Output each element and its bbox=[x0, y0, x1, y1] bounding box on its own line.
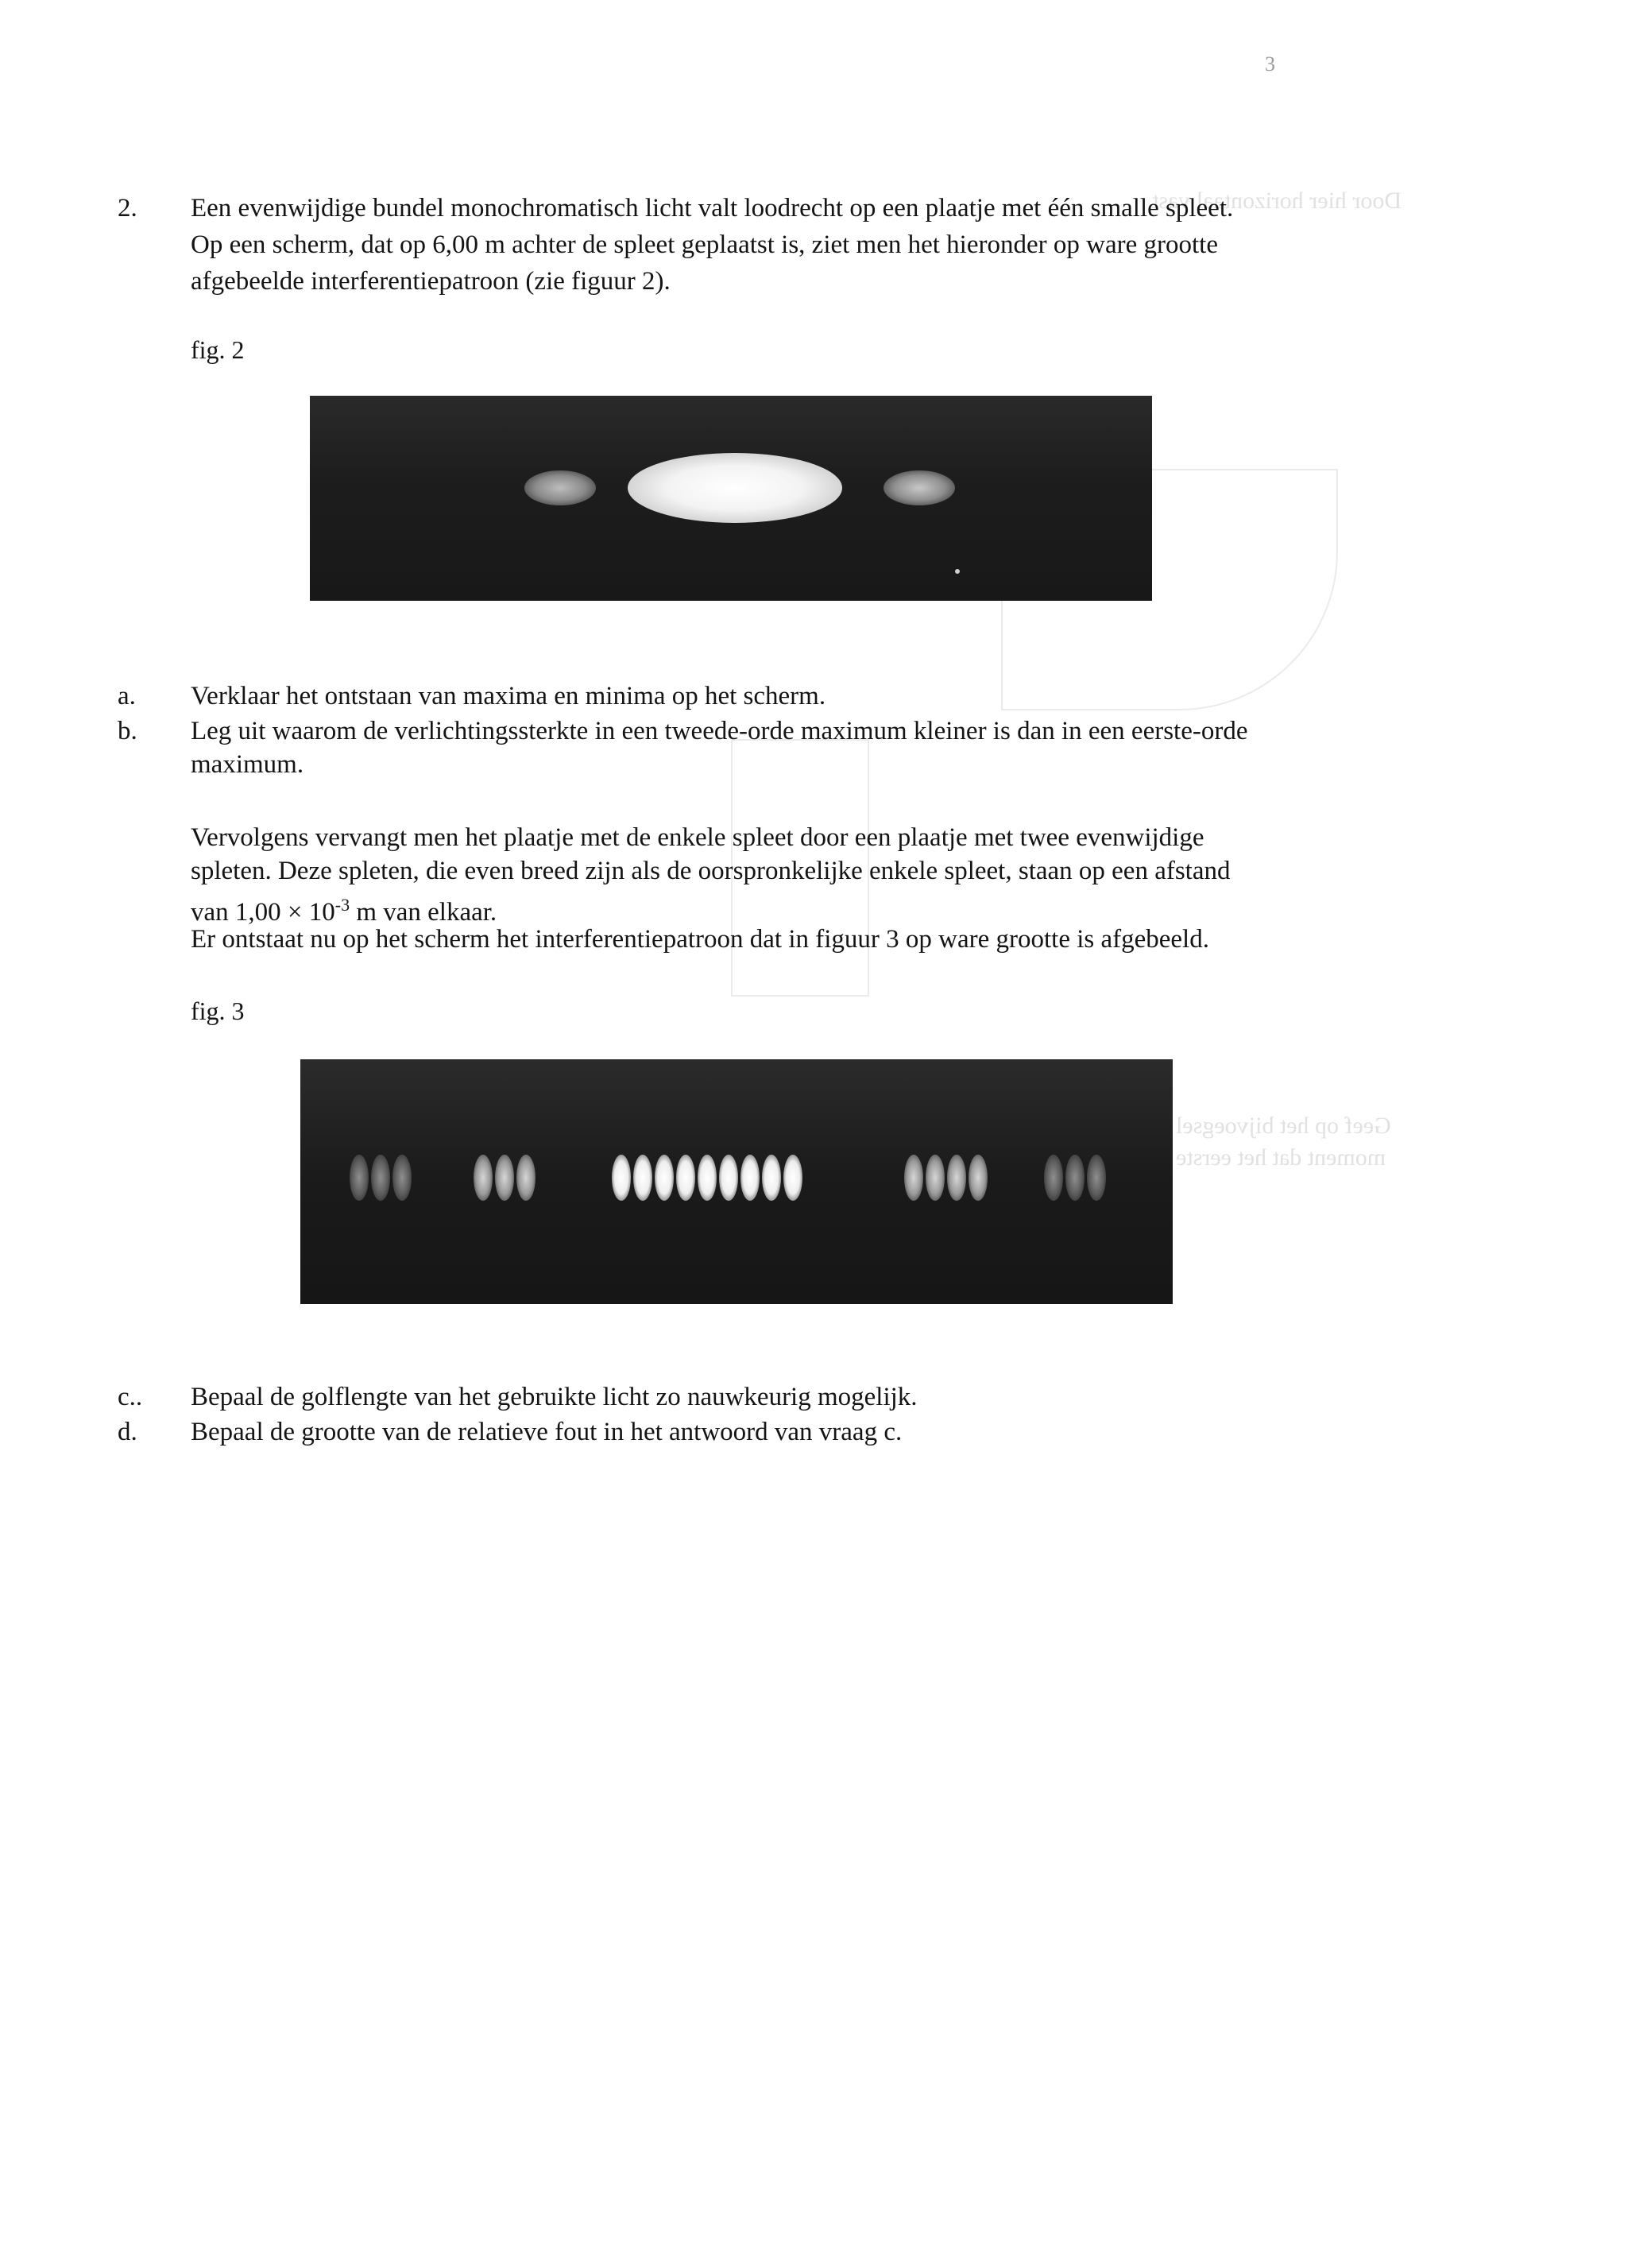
intro-line: Op een scherm, dat op 6,00 m achter de spleet geplaatst is, ziet men het hieronder op ware grootte bbox=[191, 230, 1218, 259]
interference-fringe bbox=[655, 1155, 674, 1201]
figure-2-single-slit-pattern bbox=[310, 396, 1152, 601]
side-maximum-left bbox=[524, 470, 596, 505]
interference-fringe bbox=[392, 1155, 412, 1201]
interference-fringe bbox=[762, 1155, 781, 1201]
interference-fringe bbox=[676, 1155, 695, 1201]
side-maximum-right bbox=[883, 470, 955, 505]
interference-fringe bbox=[495, 1155, 514, 1201]
interference-fringe bbox=[371, 1155, 390, 1201]
interference-fringe bbox=[1087, 1155, 1106, 1201]
figure-3-double-slit-pattern bbox=[300, 1059, 1173, 1304]
part-letter: c.. bbox=[118, 1383, 143, 1411]
interference-fringe bbox=[740, 1155, 760, 1201]
bleed-through-text: Geef op het bijvoegsel bbox=[1176, 1113, 1391, 1139]
interference-fringe bbox=[350, 1155, 369, 1201]
part-letter: d. bbox=[118, 1418, 137, 1446]
intro-line: Een evenwijdige bundel monochromatisch licht valt loodrecht op een plaatje met één smalle spleet. bbox=[191, 194, 1234, 223]
part-b-text: maximum. bbox=[191, 750, 304, 779]
part-a-text: Verklaar het ontstaan van maxima en minima op het scherm. bbox=[191, 682, 826, 710]
interference-fringe bbox=[612, 1155, 631, 1201]
speck bbox=[955, 569, 960, 574]
interference-fringe bbox=[969, 1155, 988, 1201]
interference-fringe bbox=[1065, 1155, 1085, 1201]
distance-exponent: -3 bbox=[334, 895, 350, 915]
figure-2-caption: fig. 2 bbox=[191, 335, 245, 364]
part-letter: b. bbox=[118, 717, 137, 745]
bleed-through-text: moment dat het eerste bbox=[1176, 1144, 1386, 1171]
part-b-text: Leg uit waarom de verlichtingssterkte in een tweede-orde maximum kleiner is dan in een eerste-orde bbox=[191, 717, 1248, 745]
part-letter: a. bbox=[118, 682, 136, 710]
distance-suffix: m van elkaar. bbox=[350, 898, 497, 927]
interference-fringe bbox=[698, 1155, 717, 1201]
interference-fringe bbox=[926, 1155, 945, 1201]
interference-fringe bbox=[783, 1155, 802, 1201]
part-c-text: Bepaal de golflengte van het gebruikte licht zo nauwkeurig mogelijk. bbox=[191, 1383, 918, 1411]
middle-line: spleten. Deze spleten, die even breed zijn als de oorspronkelijke enkele spleet, staan op een afstand bbox=[191, 857, 1231, 885]
result-line: Er ontstaat nu op het scherm het interferentiepatroon dat in figuur 3 op ware grootte is afgebeeld. bbox=[191, 925, 1209, 954]
interference-fringe bbox=[633, 1155, 652, 1201]
interference-fringe bbox=[719, 1155, 738, 1201]
intro-line: afgebeelde interferentiepatroon (zie figuur 2). bbox=[191, 267, 671, 296]
central-maximum bbox=[628, 453, 842, 523]
part-d-text: Bepaal de grootte van de relatieve fout in het antwoord van vraag c. bbox=[191, 1418, 903, 1446]
interference-fringe bbox=[474, 1155, 493, 1201]
middle-line: Vervolgens vervangt men het plaatje met de enkele spleet door een plaatje met twee evenwijdige bbox=[191, 823, 1204, 852]
distance-line bbox=[191, 890, 497, 927]
interference-fringe bbox=[1044, 1155, 1063, 1201]
interference-fringe bbox=[904, 1155, 923, 1201]
page-mark: 3 bbox=[1265, 52, 1275, 75]
interference-fringe bbox=[947, 1155, 966, 1201]
bleed-through-text: Door hier horizontaal vast bbox=[1152, 188, 1402, 214]
distance-prefix: van 1,00 × 10 bbox=[191, 898, 335, 927]
figure-3-caption: fig. 3 bbox=[191, 997, 245, 1025]
question-number: 2. bbox=[118, 194, 137, 223]
interference-fringe bbox=[516, 1155, 536, 1201]
